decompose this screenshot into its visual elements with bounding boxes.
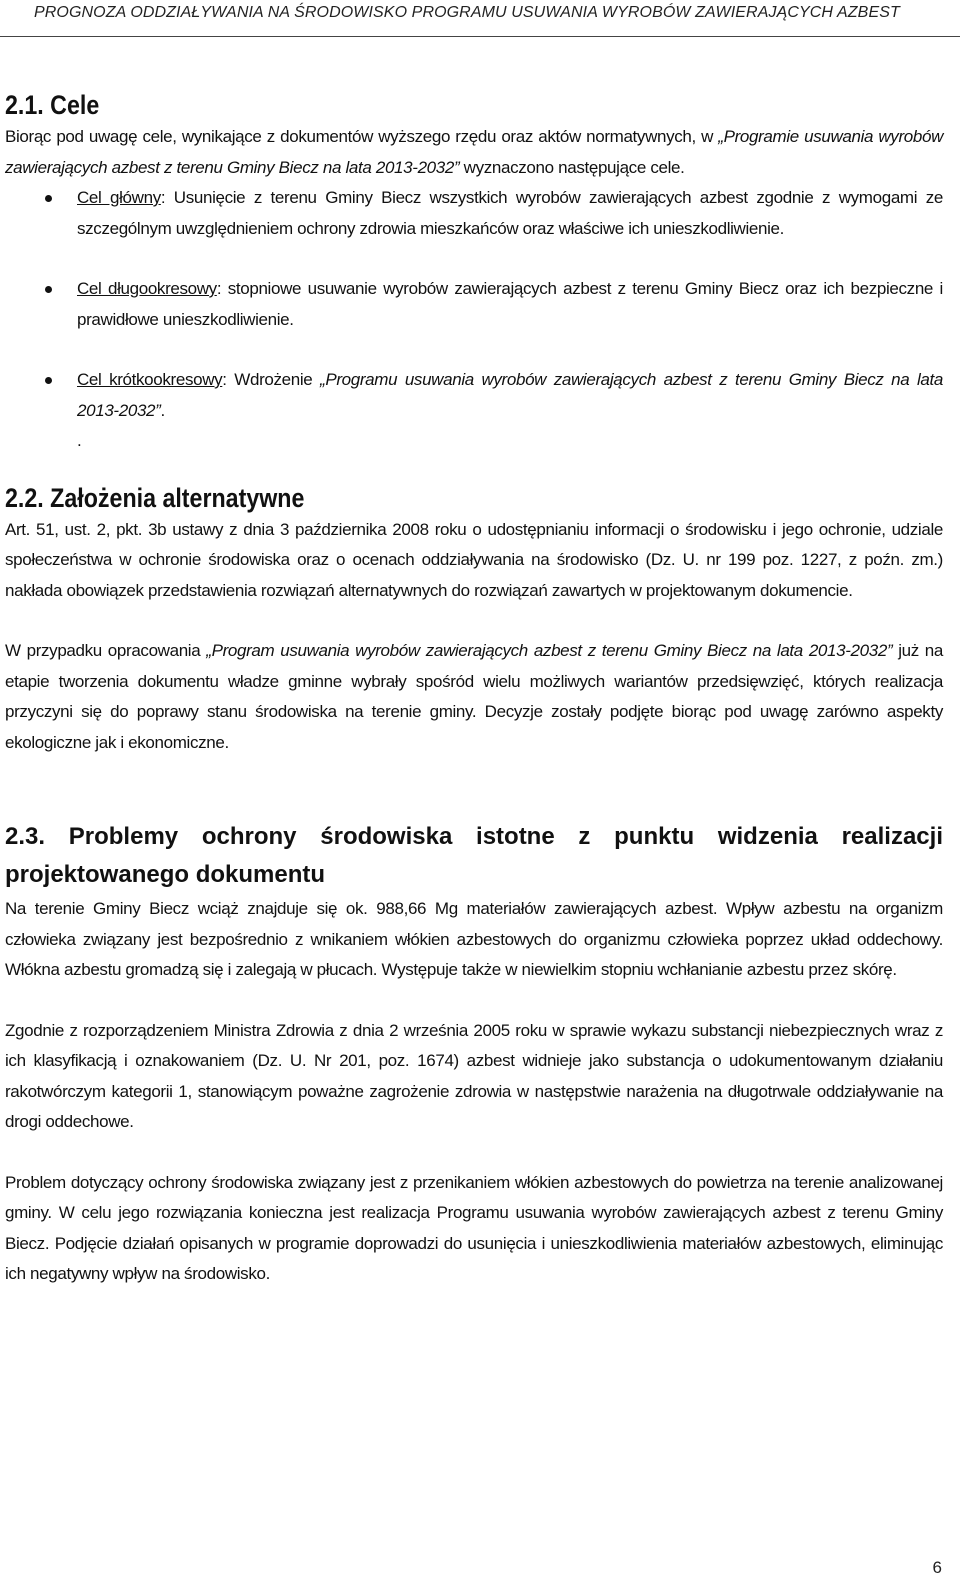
goal-label: Cel długookresowy — [77, 279, 217, 298]
bullet-icon — [45, 286, 52, 293]
para2-text-b: już na etapie tworzenia dokumentu władze gminne wybrały spośród wielu możliwych wariantów przedsięwzięć, których realizacja przyczyni się do poprawy stanu środowiska na terenie gminy. Decyzje zostały podjęte biorąc pod uwagę zarówno aspekty ekologiczne jak i ekonomiczne. — [5, 641, 943, 752]
bullet-icon — [45, 377, 52, 384]
goal-text-b: . — [160, 400, 165, 420]
goal-label: Cel krótkookresowy — [77, 370, 223, 389]
goal-trailing-dot: . — [77, 431, 82, 450]
section-2-2-paragraph-2 — [5, 636, 943, 758]
section-2-1-intro — [5, 122, 943, 183]
section-heading-2-3: 2.3. Problemy ochrony środowiska istotne z punktu widzenia realizacji projektowanego dokumentu — [5, 823, 943, 888]
goal-program-title: „Programu usuwania wyrobów zawierających azbest z terenu Gminy Biecz na lata 2013-2032” — [77, 370, 944, 420]
running-header: PROGNOZA ODDZIAŁYWANIA NA ŚRODOWISKO PROGRAMU USUWANIA WYROBÓW ZAWIERAJĄCYCH AZBEST — [34, 4, 900, 21]
section-2-3-paragraph-2: Zgodnie z rozporządzeniem Ministra Zdrowia z dnia 2 września 2005 roku w sprawie wykazu substancji niebezpiecznych wraz z ich klasyfikacją i oznakowaniem (Dz. U. Nr 201, poz. 1674) azbest widnieje jako substancja o udokumentowanym działaniu rakotwórczym kategorii 1, stanowiącym poważne zagrożenie zdrowia w następstwie narażenia na długotrwale oddziaływanie na drogi oddechowe. — [5, 1020, 943, 1131]
goals-list — [5, 183, 943, 457]
intro-text-b: wyznaczono następujące cele. — [459, 157, 685, 177]
para2-text-a: W przypadku opracowania — [5, 641, 207, 660]
section-heading-2-2: 2.2. Założenia alternatywne — [5, 482, 305, 513]
goal-label: Cel główny — [77, 188, 161, 207]
para2-program-title: „Program usuwania wyrobów zawierających azbest z terenu Gminy Biecz na lata 2013-2032” — [206, 641, 893, 660]
list-item-main-goal — [5, 183, 943, 244]
intro-program-title: „Programie usuwania wyrobów zawierających azbest z terenu Gminy Biecz na lata 2013-2032” — [5, 127, 944, 177]
section-2-3-paragraph-3: Problem dotyczący ochrony środowiska związany jest z przenikaniem włókien azbestowych do powietrza na terenie analizowanej gminy. W celu jego rozwiązania konieczna jest realizacja Programu usuwania wyrobów zawierających azbest z terenu Gminy Biecz. Podjęcie działań opisanych w programie doprowadzi do usunięcia i unieszkodliwienia materiałów azbestowych, eliminując ich negatywny wpływ na środowisko. — [5, 1172, 943, 1283]
list-item-short-term-goal — [5, 365, 943, 457]
page-number: 6 — [932, 1558, 942, 1577]
page-content — [5, 88, 943, 1290]
goal-text-a: : Wdrożenie — [222, 370, 321, 389]
goal-text: : stopniowe usuwanie wyrobów zawierających azbest z terenu Gminy Biecz oraz ich bezpieczne i prawidłowe unieszkodliwienie. — [77, 279, 943, 329]
intro-text-a: Biorąc pod uwagę cele, wynikające z dokumentów wyższego rzędu oraz aktów normatywnych, w — [5, 127, 719, 146]
list-item-long-term-goal — [5, 274, 943, 335]
bullet-icon — [45, 195, 52, 202]
section-heading-2-1: 2.1. Cele — [5, 90, 100, 120]
goal-text: : Usunięcie z terenu Gminy Biecz wszystkich wyrobów zawierających azbest zgodnie z wymogami ze szczególnym uwzględnieniem ochrony zdrowia mieszkańców oraz właściwe ich unieszkodliwienie. — [77, 188, 943, 238]
header-rule — [0, 36, 960, 37]
section-2-3-paragraph-1: Na terenie Gminy Biecz wciąż znajduje się ok. 988,66 Mg materiałów zawierających azbest. Wpływ azbestu na organizm człowieka związany jest bezpośrednio z wnikaniem włókien azbestowych do organizmu człowieka poprzez układ oddechowy. Włókna azbestu gromadzą się i zalegają w płucach. Występuje także w niewielkim stopniu wchłanianie azbestu przez skórę. — [5, 899, 943, 979]
section-2-2-paragraph-1: Art. 51, ust. 2, pkt. 3b ustawy z dnia 3 października 2008 roku o udostępnianiu informacji o środowisku i jego ochronie, udziale społeczeństwa w ochronie środowiska oraz o ocenach oddziaływania na środowisko (Dz. U. nr 199 poz. 1227, z poźn. zm.) nakłada obowiązek przedstawienia rozwiązań alternatywnych do rozwiązań zawartych w projektowanym dokumencie. — [5, 519, 943, 600]
